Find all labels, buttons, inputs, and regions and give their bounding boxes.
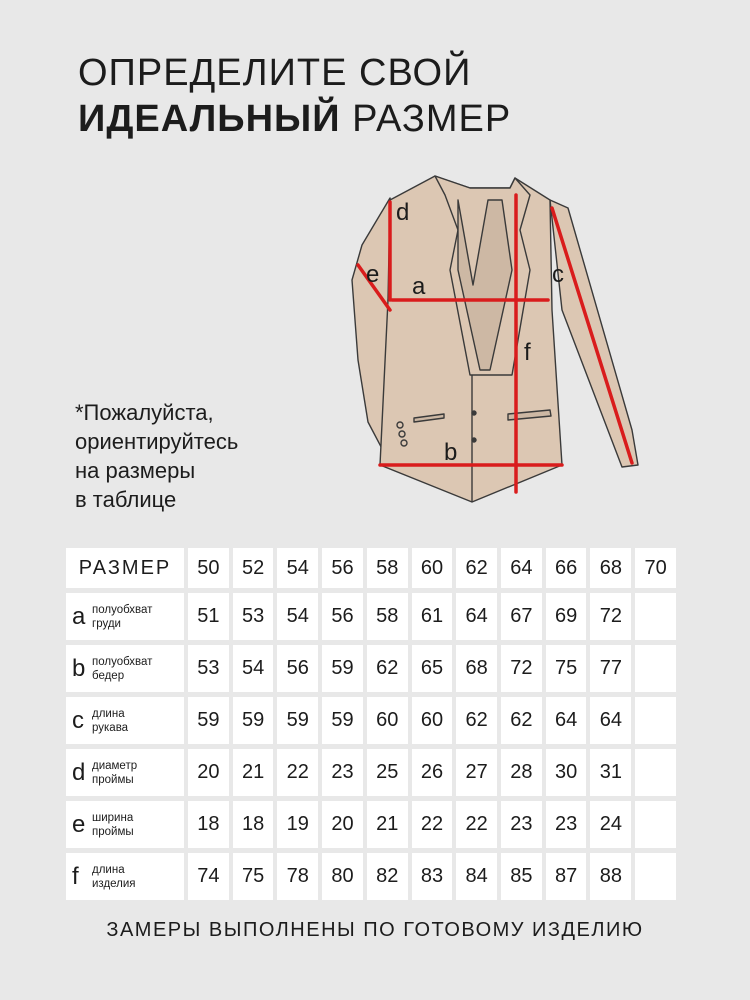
value-cell: 60 [367, 697, 408, 744]
value-cell: 62 [367, 645, 408, 692]
value-cell: 26 [412, 749, 453, 796]
value-cell: 31 [590, 749, 631, 796]
value-cell: 82 [367, 853, 408, 900]
value-cell: 28 [501, 749, 542, 796]
value-cell: 69 [546, 593, 587, 640]
label-b: b [444, 439, 458, 466]
value-cell: 61 [412, 593, 453, 640]
row-description: длина изделия [92, 863, 136, 890]
row-description: диаметр проймы [92, 759, 138, 786]
value-cell: 84 [456, 853, 497, 900]
size-cell: 52 [233, 548, 274, 588]
value-cell: 68 [456, 645, 497, 692]
value-cell: 21 [367, 801, 408, 848]
value-cell [635, 697, 676, 744]
label-d: d [396, 199, 410, 226]
row-label [66, 645, 184, 692]
value-cell [635, 749, 676, 796]
value-cell: 56 [322, 593, 363, 640]
row-label [66, 801, 184, 848]
value-cell: 53 [233, 593, 274, 640]
size-cell: 54 [277, 548, 318, 588]
value-cell: 78 [277, 853, 318, 900]
value-cell: 20 [322, 801, 363, 848]
value-cell: 20 [188, 749, 229, 796]
size-cell: 66 [546, 548, 587, 588]
value-cell: 59 [188, 697, 229, 744]
table-row [66, 697, 676, 744]
size-cell: 56 [322, 548, 363, 588]
title-line-1: ОПРЕДЕЛИТЕ СВОЙ [78, 52, 472, 94]
value-cell: 18 [188, 801, 229, 848]
value-cell: 54 [277, 593, 318, 640]
row-label [66, 749, 184, 796]
value-cell: 27 [456, 749, 497, 796]
value-cell: 77 [590, 645, 631, 692]
size-cell: 68 [590, 548, 631, 588]
table-row [66, 801, 676, 848]
measure-line-c [552, 208, 632, 463]
value-cell: 23 [501, 801, 542, 848]
value-cell: 64 [456, 593, 497, 640]
size-table [62, 543, 680, 905]
value-cell: 22 [456, 801, 497, 848]
value-cell: 22 [277, 749, 318, 796]
value-cell: 19 [277, 801, 318, 848]
value-cell: 59 [322, 697, 363, 744]
note-line: в таблице [75, 487, 177, 512]
page-title [78, 50, 511, 142]
row-letter: f [72, 862, 79, 890]
row-description: полуобхват бедер [92, 655, 153, 682]
row-letter: c [72, 706, 84, 734]
note-line: *Пожалуйста, [75, 400, 214, 425]
value-cell [635, 593, 676, 640]
size-cell: 70 [635, 548, 676, 588]
label-c: c [552, 261, 564, 288]
value-cell: 58 [367, 593, 408, 640]
table-header-row [66, 548, 676, 588]
value-cell: 62 [501, 697, 542, 744]
row-letter: a [72, 602, 86, 630]
value-cell: 72 [590, 593, 631, 640]
value-cell: 74 [188, 853, 229, 900]
row-description: ширина проймы [92, 811, 134, 838]
size-note [75, 398, 238, 514]
table-row [66, 853, 676, 900]
row-letter: d [72, 758, 86, 786]
value-cell: 87 [546, 853, 587, 900]
value-cell: 24 [590, 801, 631, 848]
label-f: f [524, 339, 531, 366]
value-cell [635, 853, 676, 900]
header-size-label: РАЗМЕР [66, 548, 184, 588]
value-cell: 85 [501, 853, 542, 900]
value-cell: 64 [546, 697, 587, 744]
value-cell: 75 [546, 645, 587, 692]
value-cell: 23 [322, 749, 363, 796]
note-line: ориентируйтесь [75, 429, 239, 454]
value-cell: 59 [322, 645, 363, 692]
title-line-2-bold: ИДЕАЛЬНЫЙ [78, 98, 341, 140]
value-cell: 75 [233, 853, 274, 900]
size-cell: 58 [367, 548, 408, 588]
label-a: a [412, 273, 426, 300]
value-cell: 51 [188, 593, 229, 640]
value-cell: 56 [277, 645, 318, 692]
row-letter: e [72, 810, 86, 838]
value-cell: 72 [501, 645, 542, 692]
value-cell: 67 [501, 593, 542, 640]
size-cell: 62 [456, 548, 497, 588]
jacket-illustration [352, 176, 638, 502]
jacket-button [472, 411, 476, 415]
value-cell: 64 [590, 697, 631, 744]
value-cell: 80 [322, 853, 363, 900]
measurement-footnote: ЗАМЕРЫ ВЫПОЛНЕНЫ ПО ГОТОВОМУ ИЗДЕЛИЮ [106, 919, 644, 941]
row-description: полуобхват груди [92, 603, 153, 630]
value-cell: 18 [233, 801, 274, 848]
size-cell: 50 [188, 548, 229, 588]
value-cell: 25 [367, 749, 408, 796]
table-row [66, 593, 676, 640]
row-label [66, 593, 184, 640]
value-cell [635, 645, 676, 692]
table-row [66, 645, 676, 692]
value-cell: 62 [456, 697, 497, 744]
value-cell: 60 [412, 697, 453, 744]
size-cell: 60 [412, 548, 453, 588]
value-cell: 21 [233, 749, 274, 796]
value-cell: 22 [412, 801, 453, 848]
jacket-button [472, 438, 476, 442]
row-label [66, 853, 184, 900]
value-cell [635, 801, 676, 848]
value-cell: 65 [412, 645, 453, 692]
title-line-2-regular: РАЗМЕР [352, 98, 512, 140]
value-cell: 23 [546, 801, 587, 848]
value-cell: 83 [412, 853, 453, 900]
label-e: e [366, 261, 380, 288]
value-cell: 59 [277, 697, 318, 744]
value-cell: 59 [233, 697, 274, 744]
table-row [66, 749, 676, 796]
note-line: на размеры [75, 458, 196, 483]
size-cell: 64 [501, 548, 542, 588]
value-cell: 54 [233, 645, 274, 692]
row-description: длина рукава [92, 707, 129, 734]
row-label [66, 697, 184, 744]
row-letter: b [72, 654, 86, 682]
value-cell: 53 [188, 645, 229, 692]
value-cell: 88 [590, 853, 631, 900]
value-cell: 30 [546, 749, 587, 796]
jacket-measurement-diagram [340, 160, 660, 510]
